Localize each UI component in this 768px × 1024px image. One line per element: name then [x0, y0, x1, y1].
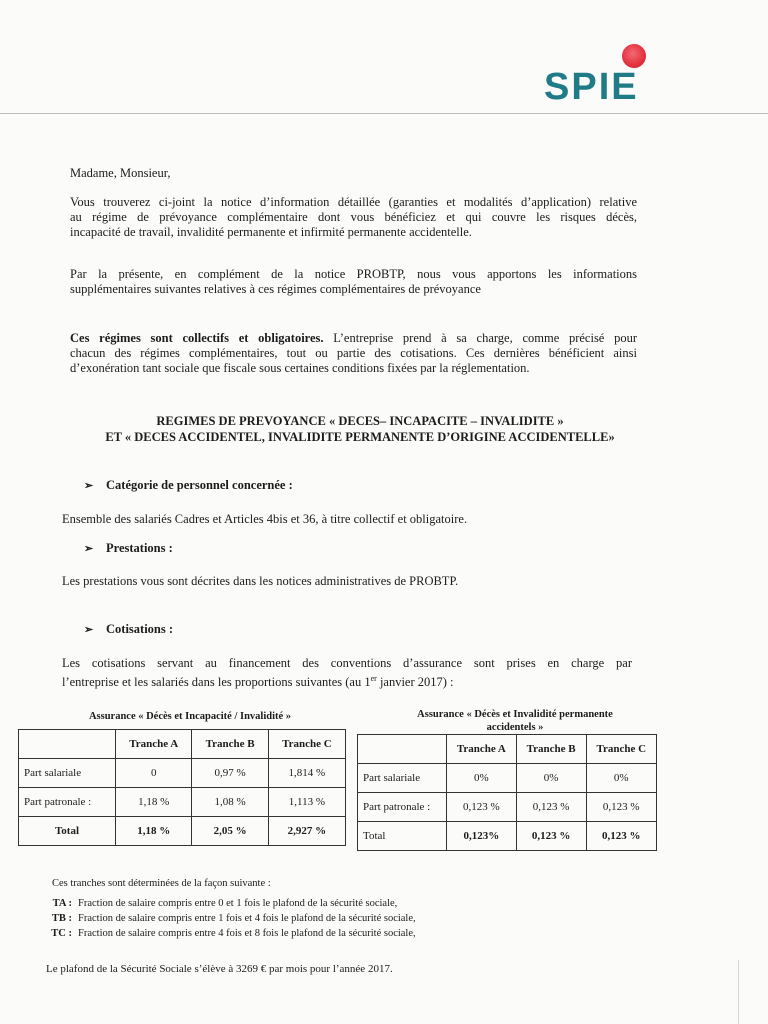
cell-tranche-b: 0,123 %	[516, 822, 586, 851]
paragraph-regimes	[70, 331, 637, 376]
section-categorie-heading	[84, 478, 293, 493]
cell-tranche-a: 0,123 %	[447, 793, 517, 822]
paragraph-line: incapacité de travail, invalidité permanente et infirmité permanente accidentelle.	[70, 225, 472, 239]
table-header-cell	[358, 735, 447, 764]
cell-tranche-b: 1,08 %	[192, 788, 268, 817]
cell-tranche-c: 0,123 %	[586, 822, 657, 851]
tranche-code: TB :	[51, 913, 72, 924]
table-header-cell: Tranche C	[268, 730, 345, 759]
table-row	[19, 788, 346, 817]
section-prestations-text: Les prestations vous sont décrites dans les notices administratives de PROBTP.	[62, 574, 459, 588]
regimes-heading	[40, 413, 680, 445]
table-header-row	[358, 735, 657, 764]
cell-tranche-b: 0,123 %	[516, 793, 586, 822]
cotisations-sup: er	[370, 674, 377, 683]
table-deces-invalidite-accidentels	[357, 734, 657, 851]
row-label: Total	[19, 817, 116, 846]
table-header-cell: Tranche A	[116, 730, 192, 759]
tranche-item	[40, 896, 416, 911]
paragraph-line	[62, 671, 632, 690]
table-header-row	[19, 730, 346, 759]
table-right-caption	[380, 708, 650, 734]
paragraph-line: Les cotisations servant au financement des conventions d’assurance sont prises en charge par	[62, 656, 632, 670]
section-categorie-text: Ensemble des salariés Cadres et Articles 4bis et 36, à titre collectif et obligatoire.	[62, 512, 468, 526]
logo-text: SPIE	[544, 66, 639, 108]
plafond-note: Le plafond de la Sécurité Sociale s’élève à 3269 € par mois pour l’année 2017.	[46, 963, 393, 975]
table-deces-incapacite	[18, 729, 346, 846]
section-cotisations-heading	[84, 622, 173, 637]
cell-tranche-a: 1,18 %	[116, 788, 192, 817]
table-header-cell: Tranche B	[516, 735, 586, 764]
cell-tranche-c: 1,113 %	[268, 788, 345, 817]
paragraph-line: chacun des régimes complémentaires, tout ou partie des cotisations. Ces dernières bénéficient ainsi	[70, 346, 637, 360]
cell-tranche-c: 2,927 %	[268, 817, 345, 846]
cell-tranche-a: 0	[116, 759, 192, 788]
section-prestations-heading	[84, 541, 173, 556]
table-header-cell: Tranche A	[447, 735, 517, 764]
salutation: Madame, Monsieur,	[70, 166, 171, 180]
cell-tranche-c: 0%	[586, 764, 657, 793]
regimes-line1-rest: L’entreprise prend à sa charge, comme précisé pour	[323, 331, 637, 345]
row-label: Part patronale :	[19, 788, 116, 817]
row-label: Total	[358, 822, 447, 851]
scan-edge-line	[738, 960, 739, 1024]
cell-tranche-a: 0%	[447, 764, 517, 793]
section-cotisations-text	[62, 656, 632, 690]
table-total-row	[19, 817, 346, 846]
section-title: Cotisations :	[106, 622, 174, 636]
caption-line: accidentels »	[486, 722, 544, 733]
tranche-text: Fraction de salaire compris entre 4 fois et 8 fois le plafond de la sécurité sociale,	[78, 928, 416, 939]
row-label: Part patronale :	[358, 793, 447, 822]
tranche-item	[40, 911, 416, 926]
cell-tranche-c: 1,814 %	[268, 759, 345, 788]
table-row	[19, 759, 346, 788]
table-row	[358, 764, 657, 793]
table-row	[358, 793, 657, 822]
logo-dot-icon	[622, 44, 646, 68]
heading-line-2: ET « DECES ACCIDENTEL, INVALIDITE PERMANENTE D’ORIGINE ACCIDENTELLE»	[105, 430, 615, 444]
caption-line: Assurance « Décès et Invalidité permanente	[417, 709, 613, 720]
arrow-bullet-icon: ➢	[84, 543, 94, 555]
cell-tranche-a: 0,123%	[447, 822, 517, 851]
section-title: Prestations :	[106, 541, 173, 555]
paragraph-line: Vous trouverez ci-joint la notice d’information détaillée (garanties et modalités d’application) relative	[70, 195, 637, 209]
spie-logo	[544, 40, 684, 110]
cell-tranche-b: 0,97 %	[192, 759, 268, 788]
table-header-cell	[19, 730, 116, 759]
paragraph-line: au régime de prévoyance complémentaire dont vous bénéficiez et qui couvre les risques décès,	[70, 210, 637, 224]
paragraph-line: supplémentaires suivantes relatives à ces régimes complémentaires de prévoyance	[70, 282, 481, 296]
cotisations-line2-pre: l’entreprise et les salariés dans les proportions suivantes (au 1	[62, 675, 371, 690]
cell-tranche-b: 2,05 %	[192, 817, 268, 846]
regimes-bold-lead: Ces régimes sont collectifs et obligatoires.	[70, 331, 324, 345]
arrow-bullet-icon: ➢	[84, 624, 94, 636]
paragraph-intro	[70, 195, 637, 240]
section-title: Catégorie de personnel concernée :	[106, 478, 293, 492]
paragraph-line	[70, 331, 637, 346]
cotisations-line2-post: janvier 2017) :	[376, 675, 454, 690]
paragraph-probtp	[70, 267, 637, 297]
cell-tranche-a: 1,18 %	[116, 817, 192, 846]
arrow-bullet-icon: ➢	[84, 480, 94, 492]
row-label: Part salariale	[19, 759, 116, 788]
cell-tranche-b: 0%	[516, 764, 586, 793]
tranches-list	[40, 896, 416, 941]
tranches-intro: Ces tranches sont déterminées de la façon suivante :	[52, 878, 271, 889]
table-header-cell: Tranche C	[586, 735, 657, 764]
paragraph-line: Par la présente, en complément de la notice PROBTP, nous vous apportons les informations	[70, 267, 637, 281]
paragraph-line: d’exonération tant sociale que fiscale sous certaines conditions fixées par la réglementation.	[70, 361, 530, 375]
tranche-text: Fraction de salaire compris entre 1 fois et 4 fois le plafond de la sécurité sociale,	[78, 913, 416, 924]
row-label: Part salariale	[358, 764, 447, 793]
tranche-item	[40, 926, 416, 941]
tranche-text: Fraction de salaire compris entre 0 et 1 fois le plafond de la sécurité sociale,	[78, 898, 398, 909]
table-total-row	[358, 822, 657, 851]
heading-line-1: REGIMES DE PREVOYANCE « DECES– INCAPACITE – INVALIDITE »	[156, 414, 564, 428]
header-rule	[0, 113, 768, 114]
table-header-cell: Tranche B	[192, 730, 268, 759]
cell-tranche-c: 0,123 %	[586, 793, 657, 822]
tranche-code: TC :	[51, 928, 72, 939]
table-left-caption: Assurance « Décès et Incapacité / Invalidité »	[88, 711, 292, 722]
tranche-code: TA :	[52, 898, 72, 909]
